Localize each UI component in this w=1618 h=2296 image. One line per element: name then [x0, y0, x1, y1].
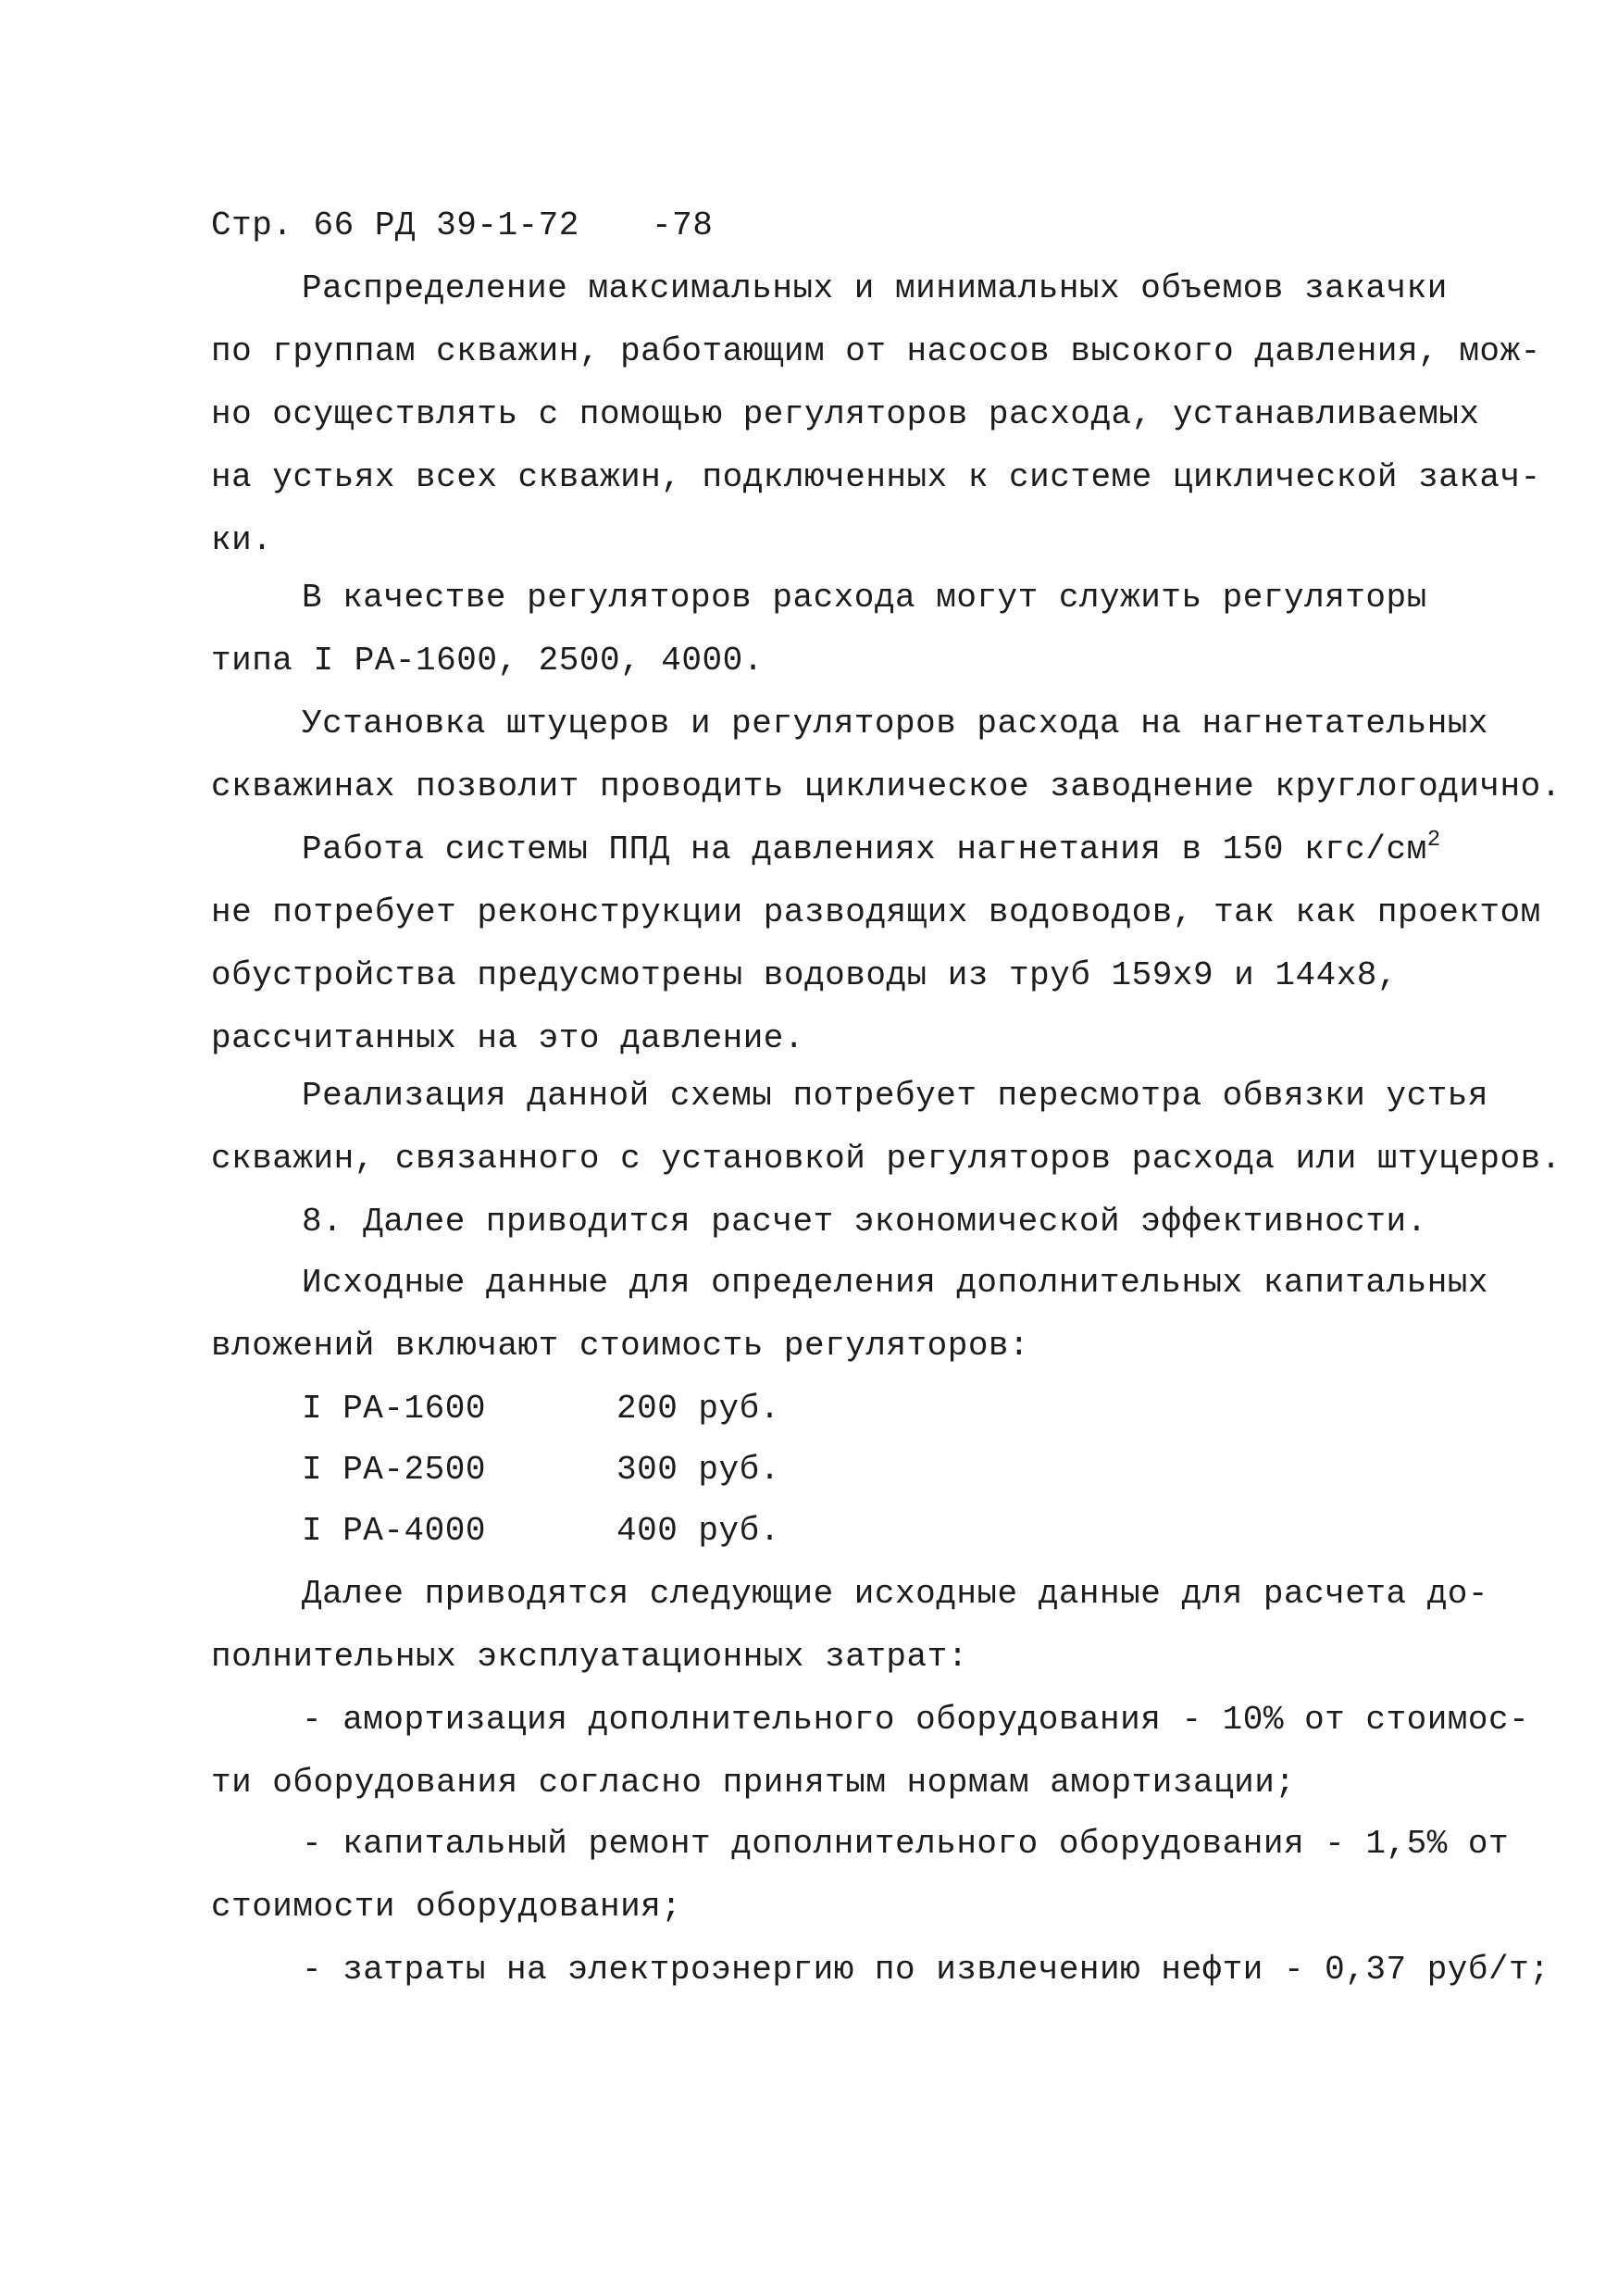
text-line: ки. [211, 521, 273, 559]
text-line: на устьях всех скважин, подключенных к системе циклической закач- [211, 458, 1541, 496]
text-line [302, 830, 1441, 870]
text-line: не потребует реконструкции разводящих водоводов, так как проектом [211, 893, 1541, 931]
text-line: но осуществлять с помощью регуляторов расхода, устанавливаемых [211, 395, 1480, 433]
pressure-text: Работа системы ППД на давлениях нагнетания в 150 кгс/см [302, 830, 1427, 868]
text-line: типа I РА-1600, 2500, 4000. [211, 642, 764, 680]
text-line: полнительных эксплуатационных затрат: [211, 1638, 968, 1676]
text-line: обустройства предусмотрены водоводы из труб 159х9 и 144х8, [211, 956, 1399, 994]
text-line: вложений включают стоимость регуляторов: [211, 1327, 1030, 1365]
text-line: рассчитанных на это давление. [211, 1019, 805, 1057]
regulator-name: I РА-4000 [302, 1512, 486, 1550]
page-suffix: -78 [651, 206, 714, 244]
page-label: Стр. 66 РД 39-1-72 [211, 206, 579, 244]
regulator-price: 400 руб. [616, 1512, 780, 1550]
text-line: ти оборудования согласно принятым нормам амортизации; [211, 1764, 1296, 1802]
regulator-price: 300 руб. [616, 1451, 780, 1489]
text-line: В качестве регуляторов расхода могут служить регуляторы [302, 579, 1427, 617]
text-line: скважинах позволит проводить циклическое заводнение круглогодично. [211, 767, 1562, 805]
text-line: стоимости оборудования; [211, 1888, 682, 1926]
text-line: 8. Далее приводится расчет экономической эффективности. [302, 1203, 1427, 1241]
text-line: по группам скважин, работающим от насосов высокого давления, мож- [211, 332, 1541, 370]
text-line: скважин, связанного с установкой регуляторов расхода или штуцеров. [211, 1140, 1562, 1178]
text-line: Установка штуцеров и регуляторов расхода на нагнетательных [302, 705, 1489, 742]
page-header [211, 206, 713, 246]
text-line: - затраты на электроэнергию по извлечению нефти - 0,37 руб/т; [302, 1951, 1550, 1989]
regulator-name: I РА-2500 [302, 1451, 486, 1489]
unit-exponent: 2 [1426, 828, 1441, 853]
text-line: Распределение максимальных и минимальных объемов закачки [302, 269, 1448, 307]
text-line: Реализация данной схемы потребует пересмотра обвязки устья [302, 1077, 1489, 1115]
regulator-price: 200 руб. [616, 1390, 780, 1428]
text-line: Далее приводятся следующие исходные данные для расчета до- [302, 1575, 1489, 1613]
text-line: - амортизация дополнительного оборудования - 10% от стоимос- [302, 1701, 1530, 1739]
regulator-name: I РА-1600 [302, 1390, 486, 1428]
text-line: - капитальный ремонт дополнительного оборудования - 1,5% от [302, 1825, 1510, 1863]
text-line: Исходные данные для определения дополнительных капитальных [302, 1264, 1489, 1302]
